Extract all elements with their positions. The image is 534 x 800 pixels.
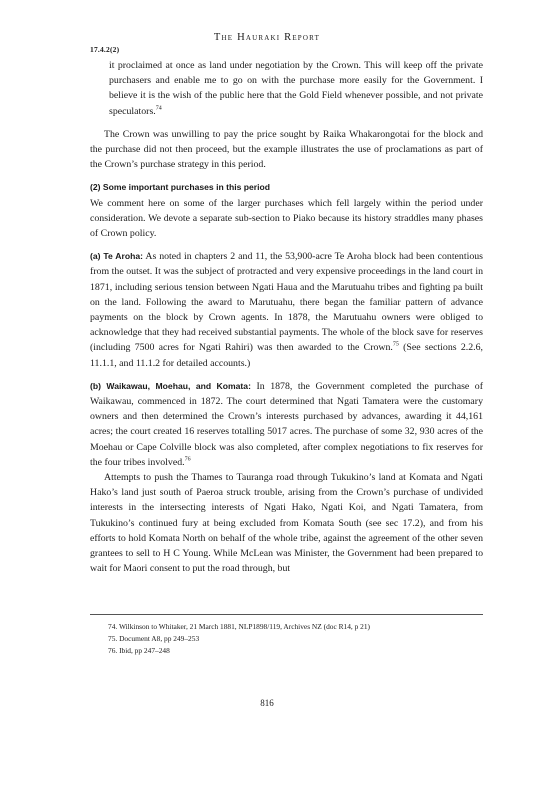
body-text xyxy=(90,58,483,577)
paragraph: The Crown was unwilling to pay the price sought by Raika Whakarongotai for the block and the purchase did not then proceed, but the example illustrates the use of proclamations as part of the Crown’s purchase strategy in this period. xyxy=(90,128,483,171)
subsection-heading-text: (2) Some important purchases in this period xyxy=(90,182,271,193)
footnote: 75. Document A8, pp 249–253 xyxy=(108,634,200,644)
paragraph-te-aroha xyxy=(90,249,483,371)
quote-text: it proclaimed at once as land under negotiation by the Crown. This will keep off the private purchasers and enable me to go on with the purchase more easily for the Government. I believe it is the wish of the public here that the Gold Field whenever possible, and not private speculators. xyxy=(109,60,483,117)
running-head: The Hauraki Report xyxy=(213,32,321,43)
footnote: 76. Ibid, pp 247–248 xyxy=(108,646,170,656)
section-number: 17.4.2(2) xyxy=(90,45,120,54)
page-number: 816 xyxy=(260,698,274,708)
subsection-heading xyxy=(90,180,483,195)
paragraph-waikawau xyxy=(90,379,483,470)
footnote-ref: 76 xyxy=(184,456,191,463)
run-in-heading: (b) Waikawau, Moehau, and Komata: xyxy=(90,380,251,391)
footnotes xyxy=(108,621,483,658)
run-in-heading: (a) Te Aroha: xyxy=(90,251,143,262)
paragraph-text: In 1878, the Government completed the purchase of Waikawau, commenced in 1872. The court determined that Ngati Tamatera were the customary owners and then determined the Crown’s interests purchased by advances, awarding it 44,161 acres; the court created 16 reserves totalling 5017 acres. The purchase of some 32, 930 acres of the Moehau or Cape Colville block was also completed, after complex negotiations to fix reserves for the four tribes involved. xyxy=(90,380,483,468)
footnote-ref: 75 xyxy=(392,342,399,349)
paragraph: We comment here on some of the larger purchases which fell largely within the period under consideration. We devote a separate sub-section to Piako because its history straddles many phases of Crown policy. xyxy=(90,197,483,240)
footnote-ref: 74 xyxy=(155,105,162,112)
footnote-divider xyxy=(90,614,483,615)
footnote: 74. Wilkinson to Whitaker, 21 March 1881, NLP1898/119, Archives NZ (doc R14, p 21) xyxy=(108,622,371,631)
block-quote xyxy=(90,58,483,119)
paragraph-text: (See sections 2.2.6, 11.1.1, and 11.1.2 for detailed accounts.) xyxy=(90,342,483,369)
paragraph-text: As noted in chapters 2 and 11, the 53,900-acre Te Aroha block had been contentious from the outset. It was the subject of protracted and very expensive proceedings in the land court in 1871, including serious tension between Ngati Haua and the Marutuahu tribes and fighting pa built on the land. Following the award to Marutuahu, there began the familiar pattern of advance payments on the block by Crown agents. In 1878, the Marutuahu owners were obliged to acknowledge that they had received substantial payments. The whole of the block save for reserves (including 7500 acres for Ngati Rahiri) was then awarded to the Crown. xyxy=(90,251,483,354)
paragraph: Attempts to push the Thames to Tauranga road through Tukukino’s land at Komata and Ngati Hako’s land just south of Paeroa struck trouble, arising from the Crown’s purchase of undivided interests in the intersecting interests of Ngati Hako, Ngati Koi, and Ngati Tamatera, from Tukukino’s continued fury at being excluded from Komata South (see sec 17.2), and from his efforts to hold Komata North on behalf of the whole tribe, against the agreement of the other seven grantees to sell to H C Young. While McLean was Minister, the Government had been prepared to wait for Maori consent to put the road through, but xyxy=(90,472,483,575)
